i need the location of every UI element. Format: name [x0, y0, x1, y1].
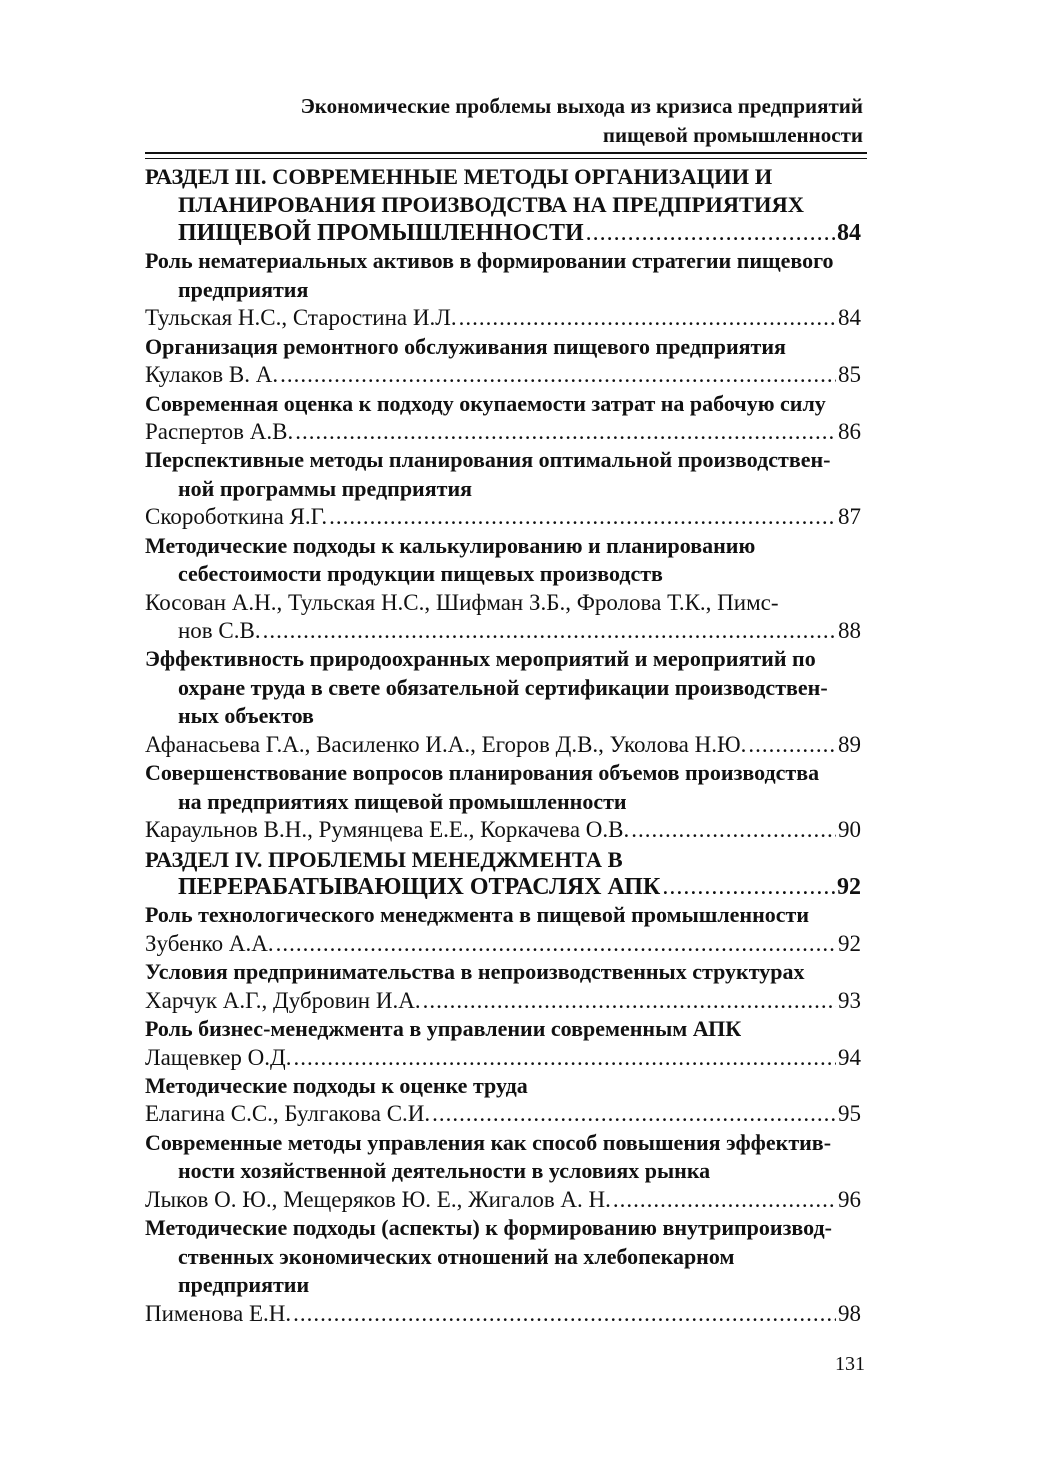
article-title: охране труда в свете обязательной сертификации производствен- [178, 674, 828, 700]
article-authors: Елагина С.С., Булгакова С.И. [145, 1101, 431, 1127]
list-item [145, 559, 861, 587]
dot-leader [263, 618, 836, 644]
article-title: Условия предпринимательства в непроизводственных структурах [145, 959, 805, 985]
article-title: ной программы предприятия [178, 475, 473, 501]
article-authors: Распертов А.В. [145, 418, 294, 444]
list-item [145, 787, 861, 815]
header-rule-thick [145, 152, 867, 154]
dot-leader [295, 419, 836, 445]
page-ref: 95 [838, 1101, 861, 1127]
page-ref: 87 [838, 504, 861, 530]
dot-leader [613, 1187, 836, 1213]
article-title: Методические подходы к калькулированию и планированию [145, 532, 756, 558]
toc-entry-line[interactable] [145, 929, 861, 957]
article-title: Современные методы управления как способ повышения эффектив- [145, 1129, 832, 1155]
toc-entry-line[interactable] [145, 502, 861, 530]
dot-leader [293, 1045, 836, 1071]
table-of-contents [145, 161, 861, 1327]
dot-leader [432, 1101, 836, 1127]
article-title: Роль нематериальных активов в формировании стратегии пищевого [145, 248, 834, 274]
article-title: Перспективные методы планирования оптимальной производствен- [145, 447, 831, 473]
section-heading-line: ПИЩЕВОЙ ПРОМЫШЛЕННОСТИ [178, 219, 584, 246]
article-title: Совершенствование вопросов планирования объемов производства [145, 760, 820, 786]
article-title: ственных экономических отношений на хлебопекарном [178, 1243, 735, 1269]
article-authors: Тульская Н.С., Старостина И.Л. [145, 305, 457, 331]
article-authors: Лащевкер О.Д. [145, 1044, 292, 1070]
page-ref: 92 [838, 930, 861, 956]
article-title: Современная оценка к подходу окупаемости затрат на рабочую силу [145, 390, 826, 416]
dot-leader [631, 817, 836, 843]
dot-leader [748, 732, 836, 758]
list-item [145, 758, 861, 786]
page-ref: 84 [837, 219, 861, 246]
article-title: Роль технологического менеджмента в пищевой промышленности [145, 902, 810, 928]
toc-entry-line[interactable] [145, 815, 861, 843]
article-authors: Скороботкина Я.Г. [145, 504, 328, 530]
article-title: предприятия [178, 276, 309, 302]
article-title: Эффективность природоохранных мероприятий и мероприятий по [145, 646, 816, 672]
page-ref: 86 [838, 418, 861, 444]
article-title: Методические подходы (аспекты) к формированию внутрипроизвод- [145, 1215, 832, 1241]
section-heading-line: РАЗДЕЛ IV. ПРОБЛЕМЫ МЕНЕДЖМЕНТА В [145, 846, 623, 872]
article-authors: Зубенко А.А. [145, 930, 274, 956]
article-authors: Кулаков В. А. [145, 362, 279, 388]
list-item [145, 246, 861, 274]
article-title: на предприятиях пищевой промышленности [178, 788, 627, 814]
toc-entry-line[interactable] [145, 616, 861, 644]
list-item [145, 957, 861, 985]
toc-entry-line[interactable] [145, 303, 861, 331]
running-header-line-1: Экономические проблемы выхода из кризиса предприятий [300, 94, 863, 118]
dot-leader [459, 305, 836, 331]
list-item [145, 474, 861, 502]
article-authors: Харчук А.Г., Дубровин И.А. [145, 987, 421, 1013]
toc-entry-line[interactable] [145, 218, 861, 246]
section-heading [145, 844, 861, 872]
article-title: Организация ремонтного обслуживания пищевого предприятия [145, 333, 786, 359]
running-header-line-2: пищевой промышленности [602, 123, 863, 147]
section-heading-line: ПЕРЕРАБАТЫВАЮЩИХ ОТРАСЛЯХ АПК [178, 873, 661, 900]
list-item [145, 1270, 861, 1298]
page-ref: 84 [838, 305, 861, 331]
running-header [145, 92, 863, 150]
toc-entry-line[interactable] [145, 872, 861, 900]
page-ref: 92 [837, 873, 861, 900]
toc-entry-line[interactable] [145, 417, 861, 445]
article-title: предприятии [178, 1272, 310, 1298]
dot-leader [586, 220, 835, 247]
list-item [145, 701, 861, 729]
page-ref: 94 [838, 1044, 861, 1070]
toc-entry-line[interactable] [145, 1099, 861, 1127]
list-item [145, 531, 861, 559]
article-title: себестоимости продукции пищевых производств [178, 561, 663, 587]
toc-entry-line[interactable] [145, 986, 861, 1014]
list-item [145, 332, 861, 360]
header-rule-thin [145, 158, 867, 159]
article-authors: Косован А.Н., Тульская Н.С., Шифман З.Б., Фролова Т.К., Пимс- [145, 589, 779, 615]
page-ref: 98 [838, 1300, 861, 1326]
dot-leader [276, 931, 836, 957]
toc-entry-line[interactable] [145, 360, 861, 388]
list-item [145, 275, 861, 303]
dot-leader [293, 1301, 836, 1327]
toc-entry-line[interactable] [145, 1185, 861, 1213]
list-item [145, 1156, 861, 1184]
article-title: ности хозяйственной деятельности в условиях рынка [178, 1158, 711, 1184]
list-item [145, 1213, 861, 1241]
list-item [145, 1071, 861, 1099]
page-ref: 90 [838, 817, 861, 843]
toc-entry-line[interactable] [145, 730, 861, 758]
toc-entry-line[interactable] [145, 1043, 861, 1071]
article-authors: Лыков О. Ю., Мещеряков Ю. Е., Жигалов А. Н. [145, 1186, 611, 1212]
dot-leader [423, 988, 836, 1014]
list-item [145, 588, 861, 616]
dot-leader [329, 504, 836, 530]
section-heading [145, 189, 861, 217]
page-ref: 88 [838, 618, 861, 643]
section-heading [145, 161, 861, 189]
list-item [145, 900, 861, 928]
page-ref: 96 [838, 1186, 861, 1212]
list-item [145, 445, 861, 473]
section-heading-line: ПЛАНИРОВАНИЯ ПРОИЗВОДСТВА НА ПРЕДПРИЯТИЯХ [178, 192, 805, 218]
article-authors: нов С.В. [178, 618, 261, 643]
list-item [145, 389, 861, 417]
dot-leader [662, 874, 835, 901]
list-item [145, 644, 861, 672]
article-title: ных объектов [178, 703, 314, 729]
page-ref: 89 [838, 731, 861, 757]
page-ref: 85 [838, 362, 861, 388]
list-item [145, 1128, 861, 1156]
dot-leader [280, 362, 836, 388]
article-title: Роль бизнес-менеджмента в управлении современным АПК [145, 1016, 742, 1042]
article-authors: Караульнов В.Н., Румянцева Е.Е., Коркачева О.В. [145, 817, 630, 843]
list-item [145, 1242, 861, 1270]
page-number: 131 [835, 1353, 865, 1375]
toc-entry-line[interactable] [145, 1299, 861, 1327]
article-title: Методические подходы к оценке труда [145, 1073, 528, 1098]
list-item [145, 1014, 861, 1042]
article-authors: Пименова Е.Н. [145, 1300, 292, 1326]
section-heading-line: РАЗДЕЛ III. СОВРЕМЕННЫЕ МЕТОДЫ ОРГАНИЗАЦИИ И [145, 164, 773, 189]
list-item [145, 673, 861, 701]
article-authors: Афанасьева Г.А., Василенко И.А., Егоров Д.В., Уколова Н.Ю. [145, 731, 747, 757]
page-ref: 93 [838, 987, 861, 1013]
